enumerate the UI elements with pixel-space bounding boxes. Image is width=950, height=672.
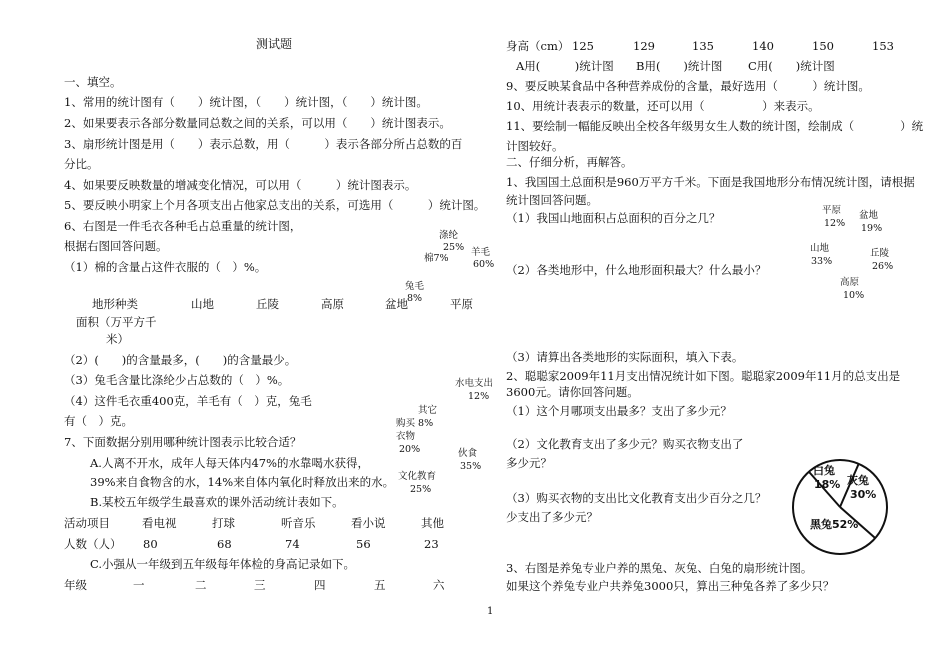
page-title: 测试题 bbox=[256, 37, 293, 51]
rabbit-label-white: 白兔 bbox=[813, 464, 835, 477]
expense-label-other: 其它 bbox=[418, 405, 438, 416]
problem-2-2-line1: （2）文化教育支出了多少元？购买衣物支出了 bbox=[506, 437, 744, 451]
question-3-line1: 3、扇形统计图是用（ ）表示总数，用（ ）表示各部分所占总数的百 bbox=[64, 137, 463, 151]
grade-2: 二 bbox=[195, 578, 207, 592]
expense-label-food: 伙食 bbox=[458, 448, 478, 459]
terrain-header-4: 盆地 bbox=[385, 297, 408, 311]
question-7: 7、下面数据分别用哪种统计图表示比较合适？ bbox=[64, 435, 302, 449]
problem-1-1: （1）我国山地面积占总面积的百分之几？ bbox=[506, 211, 721, 225]
terrain-value-basin: 19% bbox=[861, 223, 883, 234]
question-1: 1、常用的统计图有（ ）统计图，（ ）统计图，（ ）统计图。 bbox=[64, 95, 428, 109]
problem-2-3-line1: （3）购买衣物的支出比文化教育支出少百分之几？ bbox=[506, 491, 767, 505]
activity-cell-1: 80 bbox=[143, 537, 158, 551]
question-6-3: （3）兔毛含量比涤纶少占总数的（ ）%。 bbox=[64, 373, 290, 387]
option-C: C用( )统计图 bbox=[748, 59, 835, 73]
problem-2-line2: 3600元。请你回答问题。 bbox=[506, 385, 639, 399]
question-9: 9、要反映某食品中各种营养成份的含量，最好选用（ ）统计图。 bbox=[506, 79, 870, 93]
question-7-A-line1: A.人离不开水，成年人每天体内47%的水靠喝水获得， bbox=[90, 456, 370, 470]
terrain-label-basin: 盆地 bbox=[859, 210, 879, 221]
problem-1-line2: 统计图回答问题。 bbox=[506, 193, 598, 207]
question-2: 2、如果要表示各部分数量同总数之间的关系，可以用（ ）统计图表示。 bbox=[64, 116, 451, 130]
rabbit-pie-chart bbox=[790, 457, 890, 557]
expense-label-education: 文化教育 bbox=[398, 471, 437, 482]
question-6-2: （2）( )的含量最多，( )的含量最少。 bbox=[64, 353, 297, 367]
question-6-line2: 根据右图回答问题。 bbox=[64, 239, 168, 253]
height-2: 129 bbox=[633, 39, 655, 53]
question-11-line2: 计图较好。 bbox=[506, 139, 564, 153]
activity-cell-2: 68 bbox=[217, 537, 232, 551]
grade-5: 五 bbox=[374, 578, 386, 592]
height-1: 125 bbox=[572, 39, 594, 53]
terrain-value-plateau: 10% bbox=[843, 290, 865, 301]
expense-value-food: 35% bbox=[460, 461, 482, 472]
page-number: 1 bbox=[487, 606, 494, 617]
terrain-header-5: 平原 bbox=[450, 297, 473, 311]
activity-cell-3: 74 bbox=[285, 537, 300, 551]
grade-header: 年级 bbox=[64, 578, 87, 592]
wool-label-wool: 羊毛 bbox=[471, 247, 491, 258]
rabbit-value-white: 18% bbox=[814, 478, 841, 491]
wool-label-rabbit: 兔毛 bbox=[405, 281, 425, 292]
option-B: B用( )统计图 bbox=[636, 59, 723, 73]
problem-3-line1: 3、右图是养兔专业户养的黑兔、灰兔、白兔的扇形统计图。 bbox=[506, 561, 813, 575]
expense-label-utilities: 水电支出 bbox=[455, 378, 494, 389]
terrain-header-3: 高原 bbox=[321, 297, 344, 311]
problem-3-line2: 如果这个养兔专业户共养兔3000只，算出三种兔各养了多少只？ bbox=[506, 579, 835, 593]
section-heading-analysis: 二、仔细分析，再解答。 bbox=[506, 155, 633, 169]
question-7-A-line2: 39%来自食物含的水，14%来自体内氧化时释放出来的水。 bbox=[90, 475, 395, 489]
grade-3: 三 bbox=[254, 578, 266, 592]
wool-value-wool: 60% bbox=[473, 259, 495, 270]
problem-2-line1: 2、聪聪家2009年11月支出情况统计如下图。聪聪家2009年11月的总支出是 bbox=[506, 369, 901, 383]
problem-2-3-line2: 少支出了多少元？ bbox=[506, 510, 598, 524]
activity-header-0: 活动项目 bbox=[64, 516, 110, 530]
height-6: 153 bbox=[872, 39, 894, 53]
wool-value-rabbit: 8% bbox=[407, 293, 423, 304]
expense-value-clothing: 20% bbox=[399, 444, 421, 455]
wool-label-polyester: 涤纶 bbox=[439, 230, 459, 241]
terrain-header-0: 地形种类 bbox=[92, 297, 138, 311]
activity-header-3: 听音乐 bbox=[281, 516, 316, 530]
terrain-label-hills: 丘陵 bbox=[870, 248, 890, 259]
wool-value-polyester: 25% bbox=[443, 242, 465, 253]
wool-label-cotton: 棉7% bbox=[424, 253, 449, 264]
rabbit-pie-svg bbox=[790, 457, 890, 557]
activity-header-5: 其他 bbox=[421, 516, 444, 530]
terrain-label-plain: 平原 bbox=[822, 205, 842, 216]
terrain-header-2: 丘陵 bbox=[256, 297, 279, 311]
problem-1-line1: 1、我国国土总面积是960万平方千米。下面是我国地形分布情况统计图，请根据 bbox=[506, 175, 915, 189]
question-5: 5、要反映小明家上个月各项支出占他家总支出的关系，可选用（ ）统计图。 bbox=[64, 198, 486, 212]
question-4: 4、如果要反映数量的增减变化情况，可以用（ ）统计图表示。 bbox=[64, 178, 417, 192]
activity-header-2: 打球 bbox=[212, 516, 235, 530]
activity-header-4: 看小说 bbox=[351, 516, 386, 530]
question-10: 10、用统计表表示的数量，还可以用（ ）来表示。 bbox=[506, 99, 820, 113]
option-A: A用( )统计图 bbox=[516, 59, 614, 73]
activity-cell-4: 56 bbox=[356, 537, 371, 551]
grade-4: 四 bbox=[314, 578, 326, 592]
activity-row-label: 人数（人） bbox=[64, 537, 122, 551]
question-6-1: （1）棉的含量占这件衣服的（ ）%。 bbox=[64, 260, 267, 274]
question-6-4-line1: （4）这件毛衣重400克，羊毛有（ ）克，兔毛 bbox=[64, 394, 312, 408]
question-11-line1: 11、要绘制一幅能反映出全校各年级男女生人数的统计图，绘制成（ ）统 bbox=[506, 119, 924, 133]
height-5: 150 bbox=[812, 39, 834, 53]
expense-label-clothing-a: 购买 8% bbox=[396, 418, 434, 429]
terrain-value-mountain: 33% bbox=[811, 256, 833, 267]
area-label-line1: 面积（万平方千 bbox=[76, 315, 157, 329]
rabbit-value-gray: 30% bbox=[850, 488, 877, 501]
activity-cell-5: 23 bbox=[424, 537, 439, 551]
terrain-value-plain: 12% bbox=[824, 218, 846, 229]
question-3-line2: 分比。 bbox=[64, 157, 99, 171]
grade-1: 一 bbox=[133, 578, 145, 592]
rabbit-label-gray: 灰兔 bbox=[847, 474, 869, 487]
question-6-line1: 6、右图是一件毛衣各种毛占总重量的统计图， bbox=[64, 219, 302, 233]
problem-1-3: （3）请算出各类地形的实际面积，填入下表。 bbox=[506, 350, 744, 364]
question-7-B: B.某校五年级学生最喜欢的课外活动统计表如下。 bbox=[90, 495, 344, 509]
section-heading-fill: 一、填空。 bbox=[64, 75, 122, 89]
question-6-4-line2: 有（ ）克。 bbox=[64, 414, 133, 428]
height-4: 140 bbox=[752, 39, 774, 53]
terrain-label-plateau: 高原 bbox=[840, 277, 860, 288]
terrain-value-hills: 26% bbox=[872, 261, 894, 272]
grade-6: 六 bbox=[433, 578, 445, 592]
problem-1-2: （2）各类地形中，什么地形面积最大？什么最小？ bbox=[506, 263, 767, 277]
problem-2-2-line2: 多少元？ bbox=[506, 456, 552, 470]
problem-2-1: （1）这个月哪项支出最多？支出了多少元？ bbox=[506, 404, 732, 418]
expense-label-clothing-b: 衣物 bbox=[396, 431, 416, 442]
area-label-line2: 米） bbox=[106, 332, 129, 346]
rabbit-label-black: 黑兔52% bbox=[810, 518, 859, 531]
expense-value-utilities: 12% bbox=[468, 391, 490, 402]
height-header: 身高（cm） bbox=[506, 39, 570, 53]
activity-header-1: 看电视 bbox=[142, 516, 177, 530]
expense-value-education: 25% bbox=[410, 484, 432, 495]
height-3: 135 bbox=[692, 39, 714, 53]
terrain-label-mountain: 山地 bbox=[810, 243, 830, 254]
question-7-C: C.小强从一年级到五年级每年体检的身高记录如下。 bbox=[90, 557, 356, 571]
terrain-header-1: 山地 bbox=[191, 297, 214, 311]
